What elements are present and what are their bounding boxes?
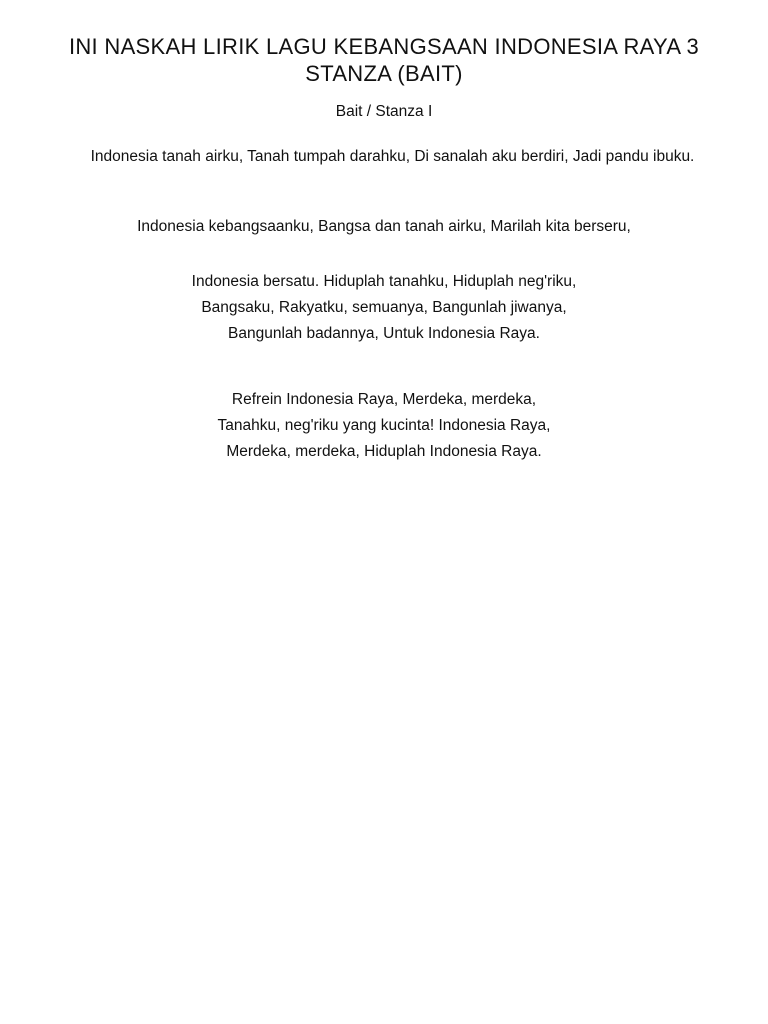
refrain-line: Merdeka, merdeka, Hiduplah Indonesia Raya. xyxy=(226,443,542,460)
stanza-line: Indonesia bersatu. Hiduplah tanahku, Hiduplah neg'riku, xyxy=(191,273,577,290)
stanza-line: Bangsaku, Rakyatku, semuanya, Bangunlah jiwanya, xyxy=(201,299,567,316)
lyrics-paragraph-1: Indonesia tanah airku, Tanah tumpah darahku, Di sanalah aku berdiri, Jadi pandu ibuku. xyxy=(90,148,695,165)
refrain-line: Refrein Indonesia Raya, Merdeka, merdeka, xyxy=(231,391,537,408)
document-title: INI NASKAH LIRIK LAGU KEBANGSAAN INDONESIA RAYA 3 STANZA (BAIT) xyxy=(68,34,700,86)
refrain-line: Tanahku, neg'riku yang kucinta! Indonesia Raya, xyxy=(217,417,551,434)
stanza-line: Bangunlah badannya, Untuk Indonesia Raya. xyxy=(228,325,540,342)
stanza-heading: Bait / Stanza I xyxy=(335,103,433,120)
lyrics-paragraph-2: Indonesia kebangsaanku, Bangsa dan tanah airku, Marilah kita berseru, xyxy=(137,218,631,235)
